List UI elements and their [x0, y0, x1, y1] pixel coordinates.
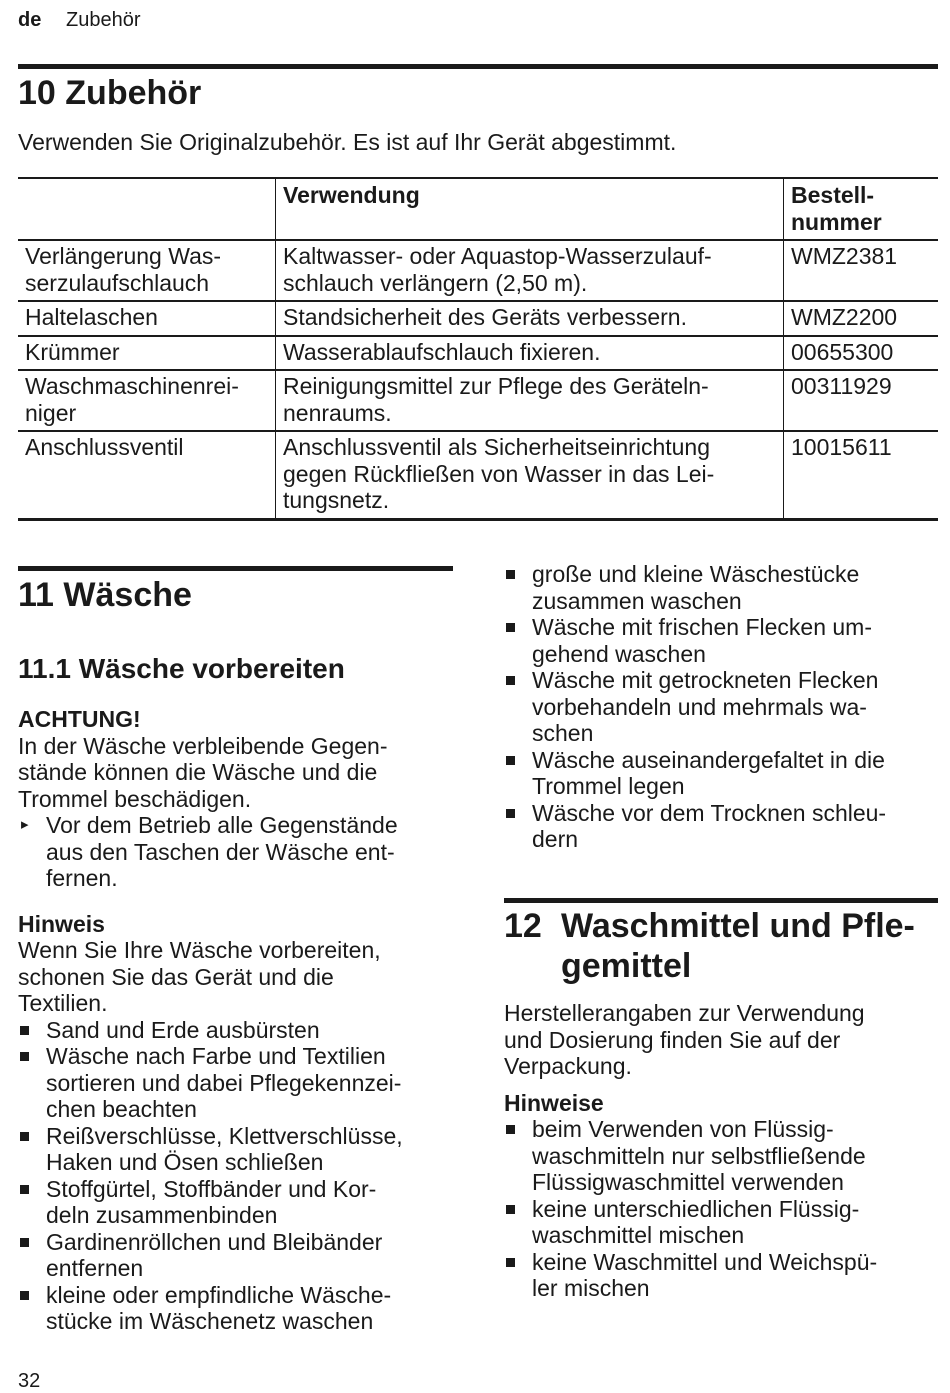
note-text: Wenn Sie Ihre Wäsche vorbereiten, schonen Sie das Gerät und die Textilien.	[18, 937, 381, 1016]
page-number: 32	[18, 1370, 41, 1392]
list-item: Wäsche mit getrockneten Flecken vorbehandeln und mehrmals wa- schen	[504, 667, 938, 747]
list-item: Wäsche vor dem Trocknen schleu- dern	[504, 800, 938, 853]
note-label: Hinweis	[18, 910, 105, 937]
warning-label: ACHTUNG!	[18, 706, 141, 732]
item-order-number: 00311929	[791, 373, 892, 399]
section-number: 10	[18, 74, 56, 112]
action-arrow-icon: ▸	[21, 816, 29, 833]
item-order-number: WMZ2200	[791, 304, 898, 330]
list-item: Sand und Erde ausbürsten	[18, 1017, 458, 1044]
accessories-table	[18, 177, 938, 521]
list-item: Reißverschlüsse, Klettverschlüsse, Haken und Ösen schließen	[18, 1123, 458, 1176]
header-chapter-title: Zubehör	[66, 9, 141, 31]
subsection-title: Wäsche vorbereiten	[78, 653, 345, 684]
item-name: Krümmer	[18, 336, 276, 371]
list-item: kleine oder empfindliche Wäsche- stücke im Wäschenetz waschen	[18, 1282, 458, 1335]
item-usage: Wasserablaufschlauch fixieren.	[276, 336, 784, 371]
warning-text: In der Wäsche verbleibende Gegen- stände können die Wäsche und die Trommel beschädigen.	[18, 732, 388, 812]
subsection-11-1-heading	[18, 652, 345, 686]
table-row	[18, 370, 938, 431]
section-12-content	[504, 1000, 938, 1302]
subsection-number: 11.1	[18, 653, 71, 684]
item-name: Haltelaschen	[18, 301, 276, 336]
item-usage: Reinigungsmittel zur Pflege des Geräteln- nenraums.	[276, 370, 784, 431]
action-step	[18, 812, 458, 892]
left-column-content	[18, 706, 458, 1335]
item-order-number: 10015611	[791, 434, 892, 460]
table-row	[18, 301, 938, 336]
section-title: Zubehör	[65, 74, 202, 112]
list-item: keine Waschmittel und Weichspü- ler mischen	[504, 1249, 938, 1302]
section-12-heading	[504, 906, 938, 986]
table-row	[18, 240, 938, 301]
preparation-list	[18, 1017, 458, 1335]
list-item: Stoffgürtel, Stoffbänder und Kor- deln zusammenbinden	[18, 1176, 458, 1229]
list-item: Wäsche nach Farbe und Textilien sortieren und dabei Pflegekennzei- chen beachten	[18, 1043, 458, 1123]
list-item: keine unterschiedlichen Flüssig- waschmittel mischen	[504, 1196, 938, 1249]
section-number: 12	[504, 907, 542, 945]
item-name: Verlängerung Was- serzulaufschlauch	[18, 240, 276, 301]
preparation-list-continued	[504, 561, 938, 853]
table-header-order-number: Bestell- nummer	[791, 182, 882, 235]
section-number: 11	[18, 576, 54, 614]
list-item: beim Verwenden von Flüssig- waschmitteln nur selbstfließende Flüssigwaschmittel verwenden	[504, 1116, 938, 1196]
section-rule	[18, 64, 938, 69]
list-item: Gardinenröllchen und Bleibänder entfernen	[18, 1229, 458, 1282]
list-item: große und kleine Wäschestücke zusammen waschen	[504, 561, 938, 614]
right-column-list-wrap	[504, 561, 938, 853]
table-header-item	[18, 178, 276, 240]
item-order-number: WMZ2381	[791, 243, 898, 269]
section-title: Waschmittel und Pfle- gemittel	[561, 907, 915, 985]
table-header-usage: Verwendung	[276, 178, 784, 240]
table-row	[18, 336, 938, 371]
section-title: Wäsche	[63, 576, 192, 614]
item-name: Anschlussventil	[18, 431, 276, 519]
section-10-intro: Verwenden Sie Originalzubehör. Es ist auf Ihr Gerät abgestimmt.	[18, 129, 677, 155]
section-10-heading	[18, 73, 201, 113]
item-usage: Kaltwasser- oder Aquastop-Wasserzulauf- schlauch verlängern (2,50 m).	[276, 240, 784, 301]
section-rule	[504, 898, 938, 903]
language-code: de	[18, 9, 42, 31]
item-order-number: 00655300	[791, 338, 894, 365]
list-item: Wäsche mit frischen Flecken um- gehend waschen	[504, 614, 938, 667]
action-text: Vor dem Betrieb alle Gegenstände aus den Taschen der Wäsche ent- fernen.	[46, 812, 398, 891]
table-row	[18, 431, 938, 519]
item-name: Waschmaschinenrei- niger	[18, 370, 276, 431]
section-11-heading	[18, 575, 192, 615]
item-usage: Anschlussventil als Sicherheitseinrichtung gegen Rückfließen von Wasser in das Lei- tungsnetz.	[276, 431, 784, 519]
table-header-row	[18, 178, 938, 240]
list-item: Wäsche auseinandergefaltet in die Trommel legen	[504, 747, 938, 800]
item-usage: Standsicherheit des Geräts verbessern.	[276, 301, 784, 336]
detergent-notes-list	[504, 1116, 938, 1302]
section-rule	[18, 566, 453, 571]
section-12-intro: Herstellerangaben zur Verwendung und Dosierung finden Sie auf der Verpackung.	[504, 1000, 865, 1079]
notes-label: Hinweise	[504, 1089, 604, 1116]
